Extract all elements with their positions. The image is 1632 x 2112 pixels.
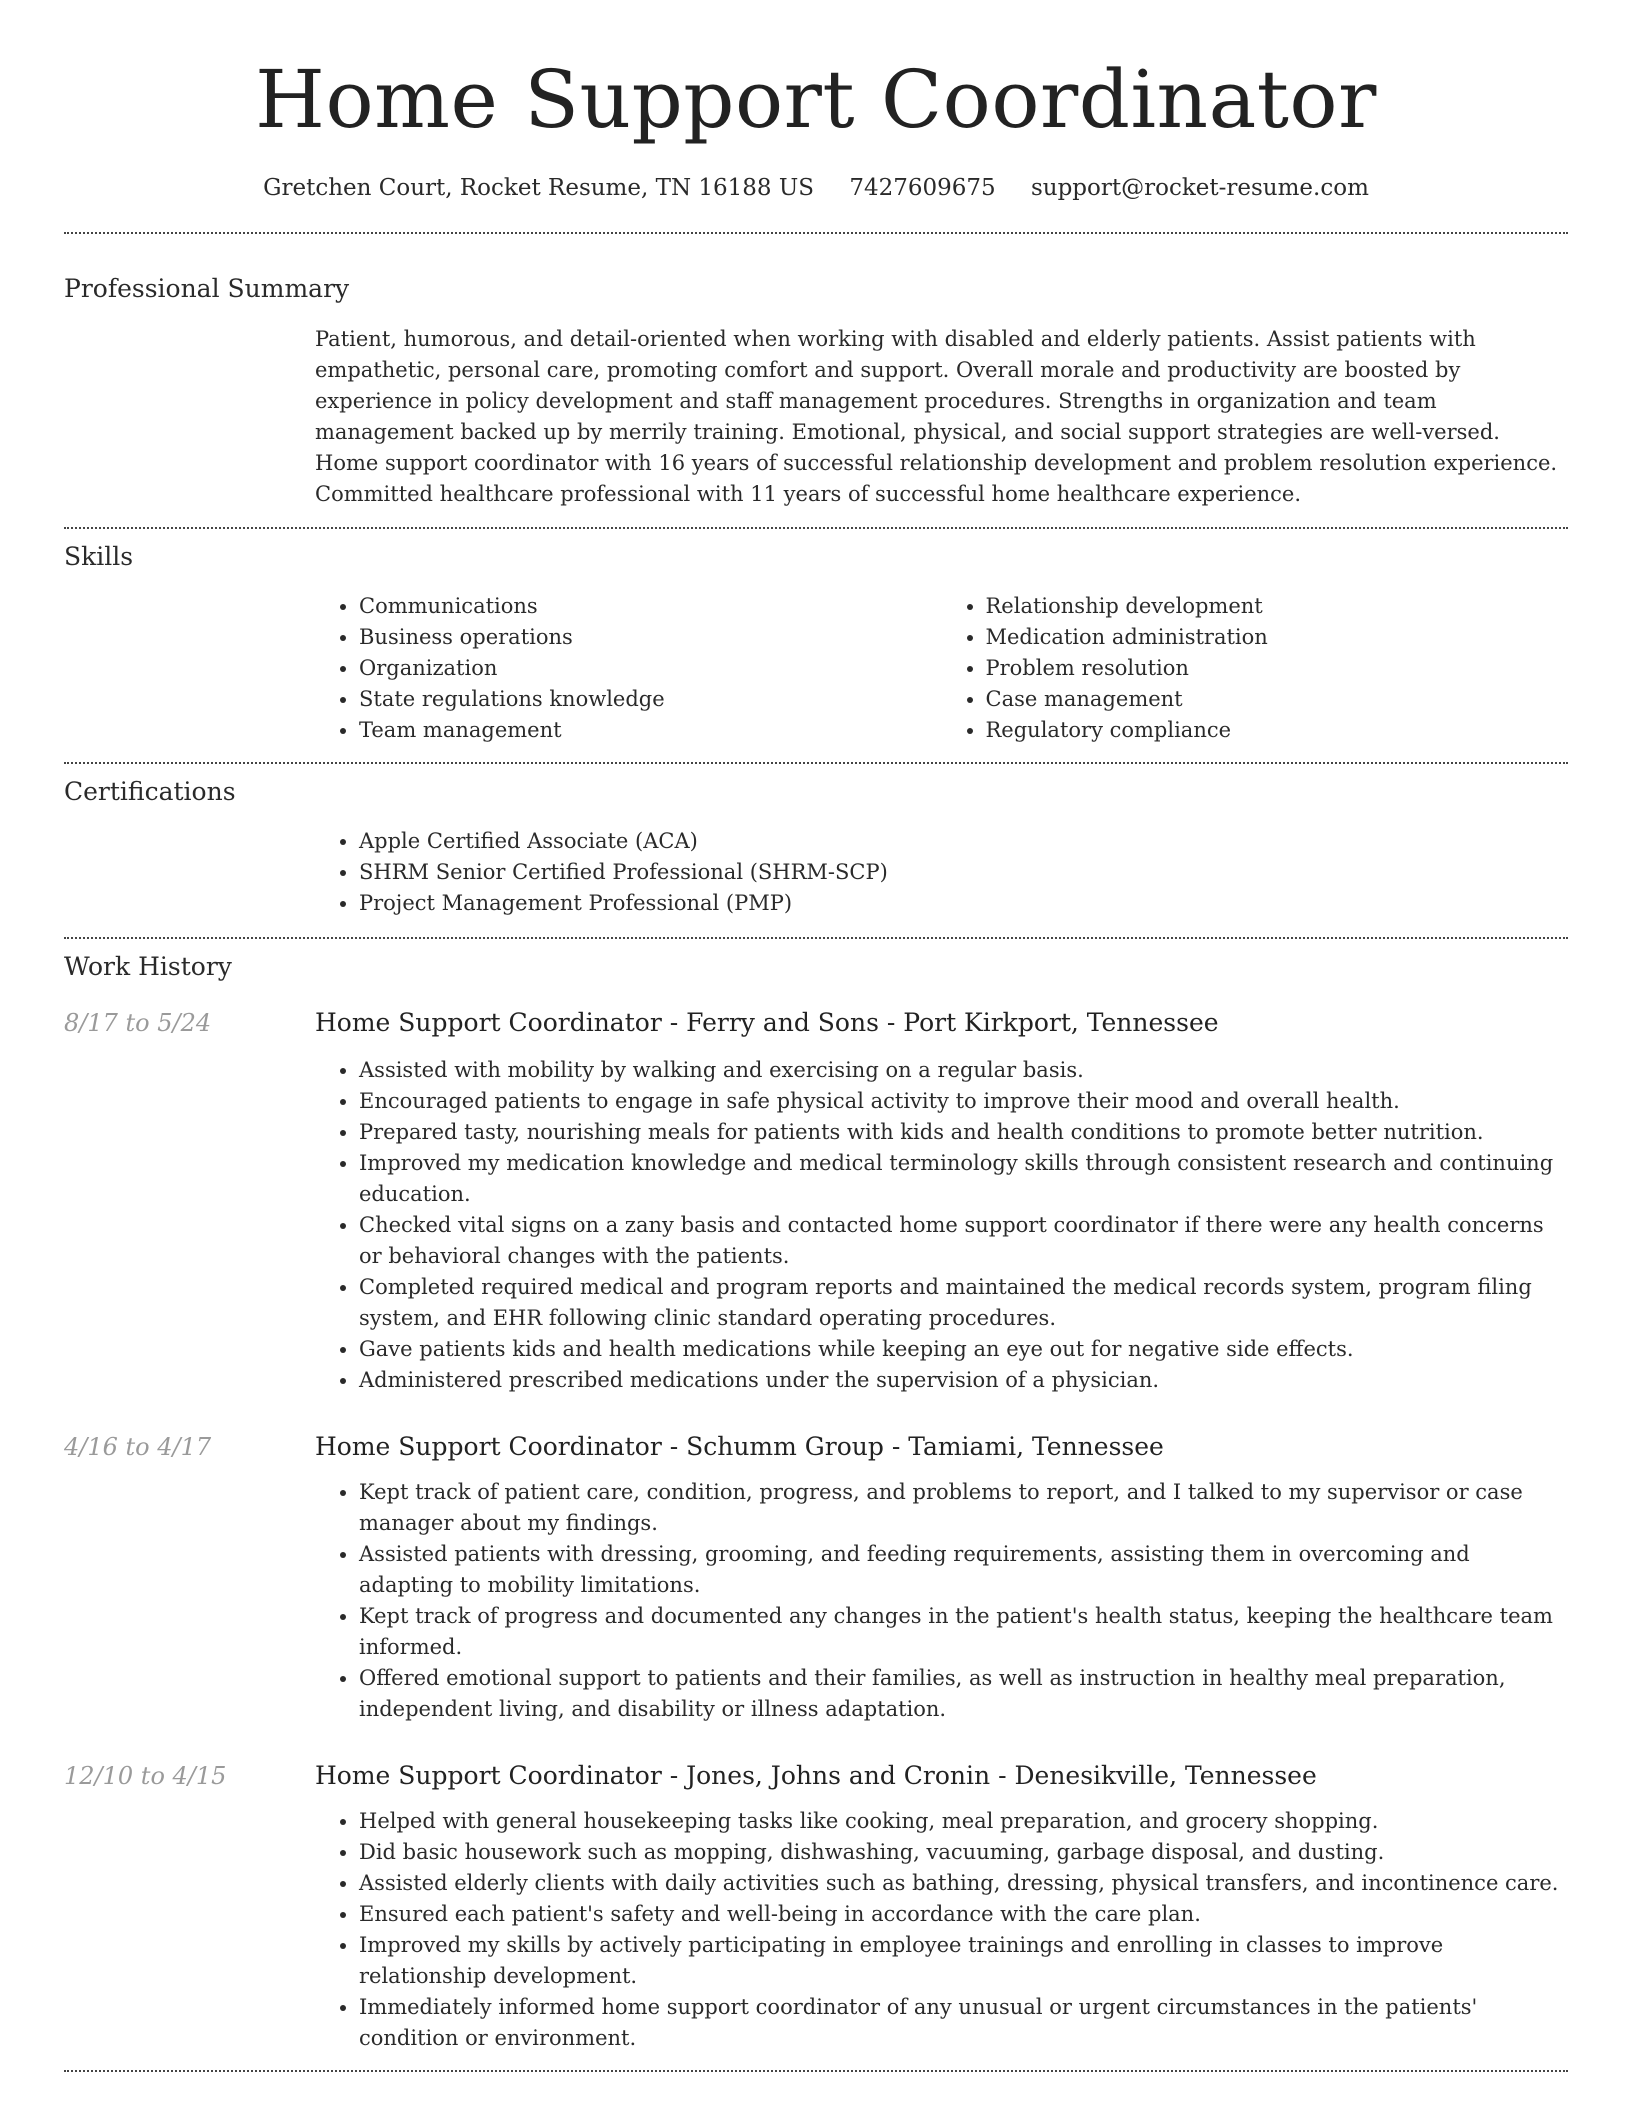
work-history-title: Work History (64, 952, 232, 981)
skill-item: • Communications (359, 591, 942, 622)
job-dates: 12/10 to 4/15 (64, 1762, 227, 1790)
skills-title: Skills (64, 542, 134, 571)
job-entry (64, 1006, 1568, 1396)
skills-list-left (315, 591, 942, 746)
summary-title: Professional Summary (64, 274, 350, 303)
skill-item: • State regulations knowledge (359, 684, 942, 715)
skill-item: • Relationship development (986, 591, 1569, 622)
resume-name: Home Support Coordinator (255, 53, 1377, 146)
contact-address: Gretchen Court, Rocket Resume, TN 16188 US (263, 175, 814, 201)
certifications-body (315, 826, 1568, 919)
job-bullet: • Did basic housework such as mopping, dishwashing, vacuuming, garbage disposal, and dusting. (359, 1837, 1568, 1868)
job-entry (64, 1430, 1568, 1725)
job-bullets (315, 1806, 1568, 2054)
job-bullet: • Kept track of progress and documented any changes in the patient's health status, keeping the healthcare team informed. (359, 1601, 1568, 1663)
job-bullet: • Immediately informed home support coordinator of any unusual or urgent circumstances in the patients' condition or environment. (359, 1992, 1568, 2054)
certifications-section (64, 775, 1568, 919)
job-bullet: • Kept track of patient care, condition, progress, and problems to report, and I talked to my supervisor or case manager about my findings. (359, 1477, 1568, 1539)
certification-item: • Project Management Professional (PMP) (359, 888, 1568, 919)
contact-line (64, 172, 1568, 204)
job-bullet: • Assisted with mobility by walking and exercising on a regular basis. (359, 1055, 1568, 1086)
skill-item: • Case management (986, 684, 1569, 715)
skills-list-right (942, 591, 1569, 746)
job-heading: Home Support Coordinator - Jones, Johns and Cronin - Denesikville, Tennessee (315, 1761, 1317, 1790)
job-bullet: • Ensured each patient's safety and well-being in accordance with the care plan. (359, 1899, 1568, 1930)
job-duties (315, 1806, 1568, 2054)
divider (64, 232, 1568, 234)
certifications-list (315, 826, 1568, 919)
job-duties (315, 1477, 1568, 1725)
skill-item: • Regulatory compliance (986, 715, 1569, 746)
job-dates: 8/17 to 5/24 (64, 1009, 212, 1037)
job-duties (315, 1055, 1568, 1396)
certification-item: • SHRM Senior Certified Professional (SHRM-SCP) (359, 857, 1568, 888)
job-bullet: • Improved my medication knowledge and medical terminology skills through consistent research and continuing education. (359, 1148, 1568, 1210)
work-history-section (64, 950, 1568, 2054)
skills-columns (315, 591, 1568, 746)
job-entry (64, 1759, 1568, 2054)
resume-page (64, 0, 1568, 2072)
skill-item: • Team management (359, 715, 942, 746)
job-bullet: • Checked vital signs on a zany basis and contacted home support coordinator if there were any health concerns or behavioral changes with the patients. (359, 1210, 1568, 1272)
skills-section (64, 540, 1568, 746)
divider (64, 762, 1568, 764)
job-bullet: • Encouraged patients to engage in safe physical activity to improve their mood and overall health. (359, 1086, 1568, 1117)
certification-item: • Apple Certified Associate (ACA) (359, 826, 1568, 857)
certifications-title: Certifications (64, 777, 236, 806)
divider (64, 527, 1568, 529)
job-heading: Home Support Coordinator - Schumm Group - Tamiami, Tennessee (315, 1432, 1164, 1461)
job-bullet: • Assisted patients with dressing, grooming, and feeding requirements, assisting them in overcoming and adapting to mobility limitations. (359, 1539, 1568, 1601)
divider (64, 937, 1568, 939)
contact-phone: 7427609675 (849, 175, 996, 201)
summary-section (64, 272, 1568, 510)
skill-item: • Medication administration (986, 622, 1569, 653)
job-bullet: • Completed required medical and program reports and maintained the medical records system, program filing system, and EHR following clinic standard operating procedures. (359, 1272, 1568, 1334)
job-bullet: • Administered prescribed medications under the supervision of a physician. (359, 1365, 1568, 1396)
job-bullet: • Offered emotional support to patients and their families, as well as instruction in healthy meal preparation, independent living, and disability or illness adaptation. (359, 1663, 1568, 1725)
job-dates: 4/16 to 4/17 (64, 1433, 212, 1461)
skill-item: • Organization (359, 653, 942, 684)
summary-text: Patient, humorous, and detail-oriented when working with disabled and elderly patients. Assist patients with empathetic, personal care, promoting comfort and support. Overall morale and productivity are boosted by experience in policy development and staff management procedures. Strengths in organization and team management backed up by merrily training. Emotional, physical, and social support strategies are well-versed. Home support coordinator with 16 years of successful relationship development and problem resolution experience. Committed healthcare professional with 11 years of successful home healthcare experience. (315, 327, 1558, 506)
job-bullet: • Prepared tasty, nourishing meals for patients with kids and health conditions to promote better nutrition. (359, 1117, 1568, 1148)
contact-email: support@rocket-resume.com (1030, 175, 1369, 201)
job-bullet: • Assisted elderly clients with daily activities such as bathing, dressing, physical transfers, and incontinence care. (359, 1868, 1568, 1899)
job-bullets (315, 1055, 1568, 1396)
job-bullets (315, 1477, 1568, 1725)
job-heading: Home Support Coordinator - Ferry and Sons - Port Kirkport, Tennessee (315, 1008, 1219, 1037)
skill-item: • Problem resolution (986, 653, 1569, 684)
job-bullet: • Gave patients kids and health medications while keeping an eye out for negative side effects. (359, 1334, 1568, 1365)
skill-item: • Business operations (359, 622, 942, 653)
divider (64, 2070, 1568, 2072)
job-bullet: • Improved my skills by actively participating in employee trainings and enrolling in classes to improve relationship development. (359, 1930, 1568, 1992)
job-bullet: • Helped with general housekeeping tasks like cooking, meal preparation, and grocery shopping. (359, 1806, 1568, 1837)
